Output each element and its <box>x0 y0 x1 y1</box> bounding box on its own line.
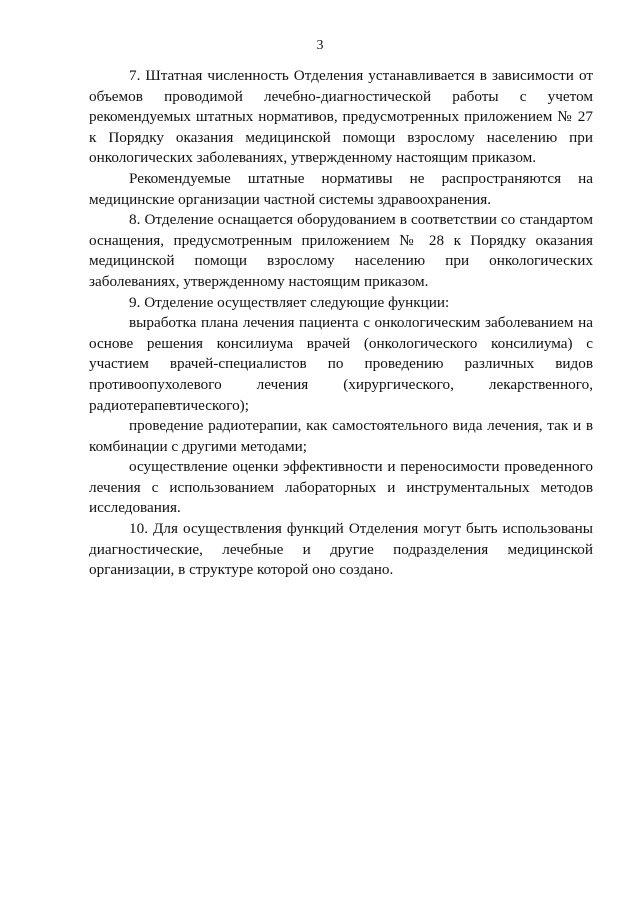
paragraph-7-staffing: 7. Штатная численность Отделения устанавливается в зависимости от объемов проводимой лечебно-диагностической работы с учетом рекомендуемых штатных нормативов, предусмотренных приложением № 27 к Порядку оказания медицинской помощи взрослому населению при онкологических заболеваниях, утвержденному настоящим приказом. <box>89 67 593 167</box>
function-item-treatment-plan: выработка плана лечения пациента с онкологическим заболеванием на основе решения консилиума врачей (онкологического консилиума) с участием врачей-специалистов по проведению различных видов противоопухолевого лечения (хирургического, лекарственного, радиотерапевтического); <box>89 314 593 414</box>
document-body <box>89 66 593 581</box>
paragraph-9-functions: 9. Отделение осуществляет следующие функции: <box>129 293 450 311</box>
page-number: 3 <box>316 38 324 53</box>
paragraph-10-subdivisions: 10. Для осуществления функций Отделения могут быть использованы диагностические, лечебные и другие подразделения медицинской организации, в структуре которой оно создано. <box>89 520 593 579</box>
function-item-evaluation: осуществление оценки эффективности и переносимости проведенного лечения с использованием лабораторных и инструментальных методов исследования. <box>89 458 593 517</box>
function-item-radiotherapy: проведение радиотерапии, как самостоятельного вида лечения, так и в комбинации с другими методами; <box>89 417 593 455</box>
paragraph-staffing-note: Рекомендуемые штатные нормативы не распространяются на медицинские организации частной системы здравоохранения. <box>89 169 593 208</box>
paragraph-8-equipment: 8. Отделение оснащается оборудованием в соответствии со стандартом оснащения, предусмотренным приложением № 28 к Порядку оказания медицинской помощи взрослому населению при онкологических заболеваниях, утвержденному настоящим приказом. <box>89 211 593 290</box>
